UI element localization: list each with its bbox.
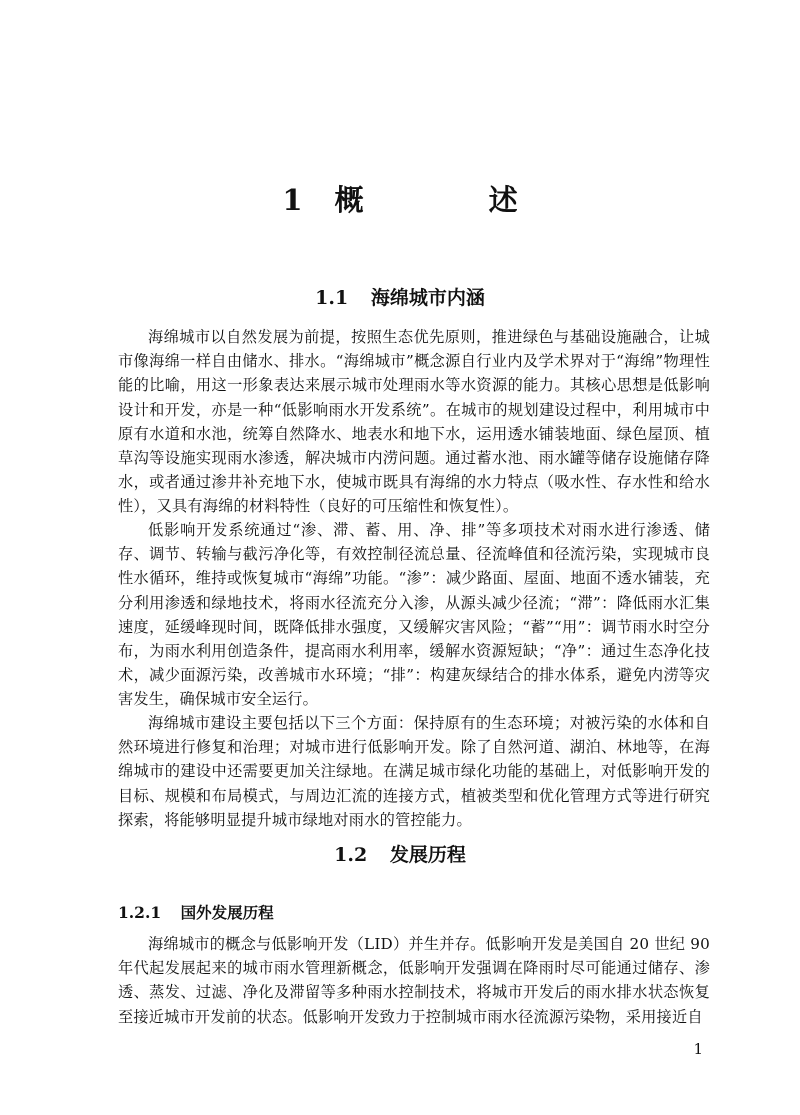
paragraph-1: 海绵城市以自然发展为前提，按照生态优先原则，推进绿色与基础设施融合，让城市像海绵一样自由储水、排水。“海绵城市”概念源自行业内及学术界对于“海绵”物理性能的比喻，用这一形象表达来展示城市处理雨水等水资源的能力。其核心思想是低影响设计和开发，亦是一种“低影响雨水开发系统”。在城市的规划建设过程中，利用城市中原有水道和水池，统筹自然降水、地表水和地下水，运用透水铺装地面、绿色屋顶、植草沟等设施实现雨水渗透，解决城市内涝问题。通过蓄水池、雨水罐等储存设施储存降水，或者通过渗井补充地下水，使城市既具有海绵的水力特点（吸水性、存水性和给水性），又具有海绵的材料特性（良好的可压缩性和恢复性）。 xyxy=(118,328,710,516)
chapter-number: 1 xyxy=(282,183,305,217)
section-heading-1-1 xyxy=(0,283,800,310)
paragraph-2: 低影响开发系统通过“渗、滞、蓄、用、净、排”等多项技术对雨水进行渗透、储存、调节、转输与截污净化等，有效控制径流总量、径流峰值和径流污染，实现城市良性水循环，维持或恢复城市“海绵”功能。“渗”：减少路面、屋面、地面不透水铺装，充分利用渗透和绿地技术，将雨水径流充分入渗，从源头减少径流；“滞”：降低雨水汇集速度，延缓峰现时间，既降低排水强度，又缓解灾害风险；“蓄”“用”：调节雨水时空分布，为雨水利用创造条件，提高雨水利用率，缓解水资源短缺；“净”：通过生态净化技术，减少面源污染，改善城市水环境；“排”：构建灰绿结合的排水体系，避免内涝等灾害发生，确保城市安全运行。 xyxy=(118,521,710,709)
section-number: 1.2 xyxy=(334,844,368,866)
paragraph-4: 海绵城市的概念与低影响开发（LID）并生并存。低影响开发是美国自 20 世纪 90 年代起发展起来的城市雨水管理新概念，低影响开发强调在降雨时尽可能通过储存、渗透、蒸发、过滤、净化及滞留等多种雨水控制技术，将城市开发后的雨水排水状态恢复至接近城市开发前的状态。低影响开发致力于控制城市雨水径流源污染物，采用接近自 xyxy=(118,935,710,1026)
chapter-title-text: 概 述 xyxy=(334,183,566,217)
chapter-title xyxy=(0,178,800,219)
section-title: 发展历程 xyxy=(389,844,466,866)
subsection-number: 1.2.1 xyxy=(118,903,162,922)
section-heading-1-2 xyxy=(0,840,800,867)
subsection-heading-1-2-1 xyxy=(118,901,274,923)
subsection-title: 国外发展历程 xyxy=(180,904,274,922)
section-number: 1.1 xyxy=(315,287,349,309)
section-title: 海绵城市内涵 xyxy=(370,287,485,309)
paragraph-3: 海绵城市建设主要包括以下三个方面：保持原有的生态环境；对被污染的水体和自然环境进行修复和治理；对城市进行低影响开发。除了自然河道、湖泊、林地等，在海绵城市的建设中还需要更加关注绿地。在满足城市绿化功能的基础上，对低影响开发的目标、规模和布局模式，与周边汇流的连接方式，植被类型和优化管理方式等进行研究探索，将能够明显提升城市绿地对雨水的管控能力。 xyxy=(118,714,710,829)
page-number: 1 xyxy=(693,1040,703,1058)
